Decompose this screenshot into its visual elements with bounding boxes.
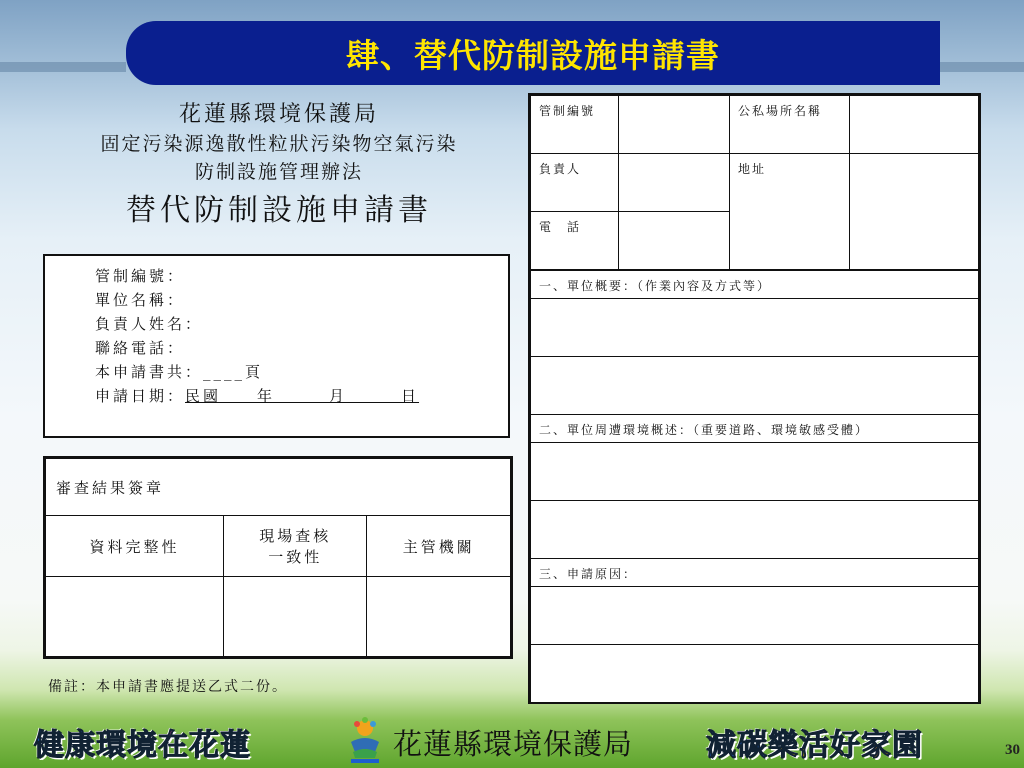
review-col-consistency [223,516,367,577]
responsible-name-label: 負責人姓名： [95,315,204,333]
site-name-cell: 公私場所名稱 [730,96,850,154]
responsible-cell: 負責人 [531,154,619,212]
review-sign-cell-2[interactable] [223,577,367,657]
review-col-completeness: 資料完整性 [46,516,224,577]
apply-date-label: 申請日期： [95,387,186,405]
address-cell: 地址 [730,154,850,270]
review-col-consistency-line2: 一致性 [268,548,323,566]
org-name: 花蓮縣環境保護局 [178,102,379,127]
left-header [44,100,514,234]
section-2-field-1[interactable] [531,443,979,501]
site-name-value[interactable] [850,96,979,154]
page-count-blank: ____ [203,363,246,381]
slogan-right-part3: 好家園 [830,728,923,763]
form-title: 替代防制設施申請書 [126,193,432,228]
regulation-line2: 防制設施管理辦法 [194,161,363,183]
page-number: 30 [1005,742,1020,758]
slogan-right-part1: 減碳 [706,728,768,763]
section-1-label: 一、單位概要：（作業內容及方式等） [531,271,979,299]
slogan-left-part1: 健康 [34,728,96,763]
apply-date-value: 民國 年 月 日 [185,387,420,405]
section-2-label: 二、單位周遭環境概述：（重要道路、環境敏感受體） [531,415,979,443]
regulation-line1: 固定污染源逸散性粒狀污染物空氣污染 [100,133,458,155]
slogan-left [34,720,251,764]
page-count-label: 本申請書共： [95,363,204,381]
cover-info-box [43,254,510,438]
footer-bureau-name: 花蓮縣環境保護局 [393,727,634,761]
review-signature-box [43,456,513,659]
review-sign-cell-1[interactable] [46,577,224,657]
slogan-right [706,720,923,764]
section-1-field-1[interactable] [531,299,979,357]
control-no-label: 管制編號： [95,267,186,285]
section-3-field-1[interactable] [531,587,979,645]
footnote: 備註：本申請書應提送乙式二份。 [48,679,288,695]
bureau-logo-icon [345,716,385,764]
footer-banner [0,712,1024,768]
slogan-right-part2: 樂活 [768,728,830,763]
review-header: 審查結果簽章 [46,459,511,516]
apply-date-line [95,384,508,408]
page-count-line [95,360,508,384]
title-strip-right [940,62,1024,72]
slogan-left-part2: 環境 [96,728,158,763]
page-title: 肆、替代防制設施申請書 [346,35,720,75]
section-2-field-2[interactable] [531,501,979,559]
title-bar [126,21,940,85]
unit-name-label: 單位名稱： [95,291,186,309]
section-1-field-2[interactable] [531,357,979,415]
phone-value[interactable] [619,212,730,270]
slogan-left-part3: 在 [158,728,189,763]
title-strip-left [0,62,126,72]
phone-cell: 電 話 [531,212,619,270]
review-col-consistency-line1: 現場查核 [259,527,332,545]
section-3-label: 三、申請原因： [531,559,979,587]
address-value[interactable] [850,154,979,270]
phone-label: 聯絡電話： [95,339,186,357]
control-no-cell: 管制編號 [531,96,619,154]
section-3-field-2[interactable] [531,645,979,703]
page-count-suffix: 頁 [245,363,264,381]
application-form [528,93,981,704]
review-sign-cell-3[interactable] [367,577,511,657]
control-no-value[interactable] [619,96,730,154]
slogan-left-part4: 花蓮 [189,728,251,763]
responsible-value[interactable] [619,154,730,212]
review-col-authority: 主管機關 [367,516,511,577]
